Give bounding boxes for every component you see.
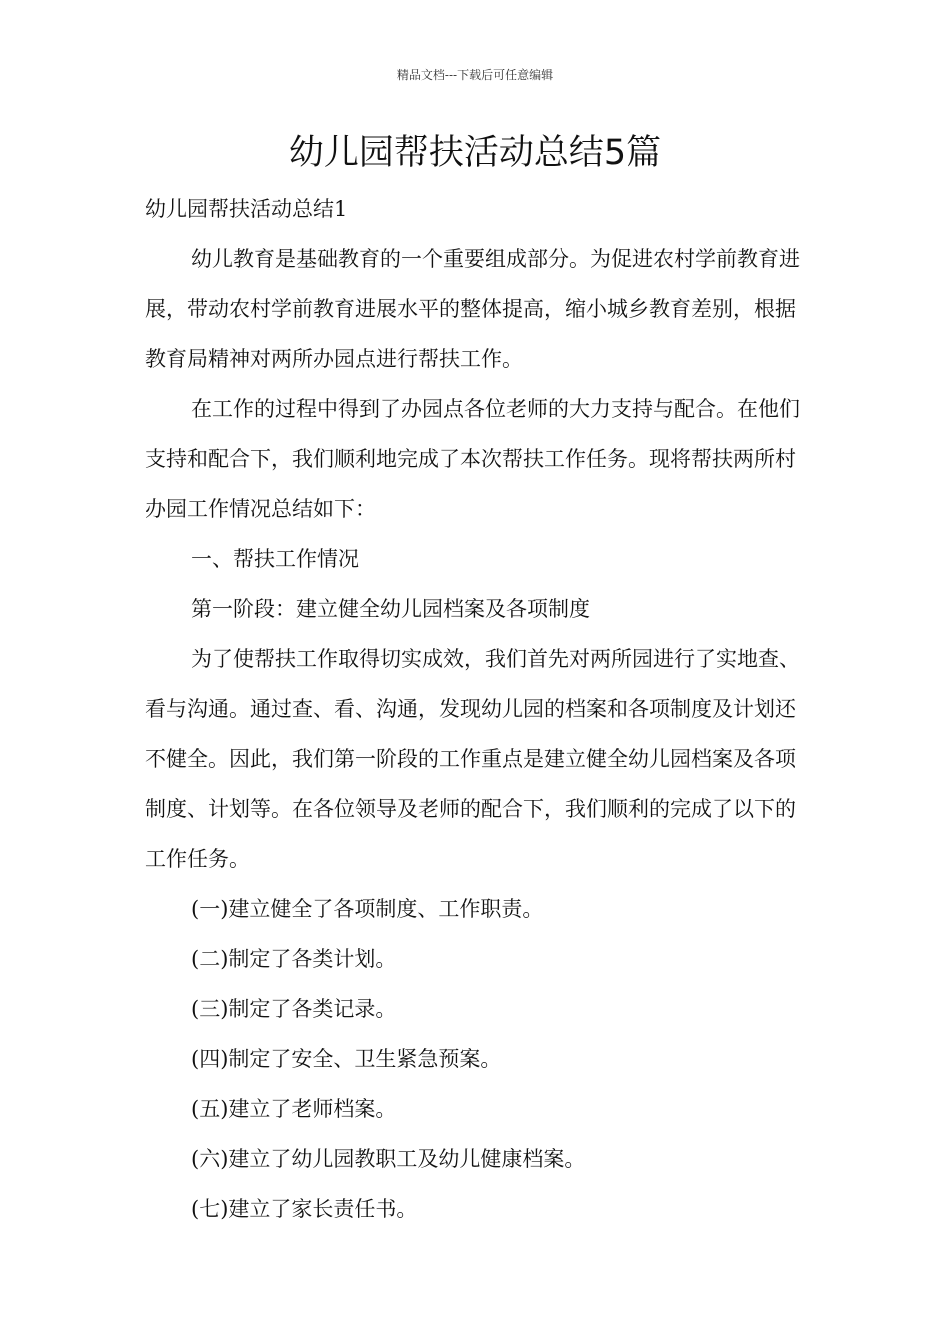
paragraph: 在工作的过程中得到了办园点各位老师的大力支持与配合。在他们支持和配合下，我们顺利地完成了本次帮扶工作任务。现将帮扶两所村办园工作情况总结如下： <box>145 397 800 521</box>
header-note: 精品文档---下载后可任意编辑 <box>396 68 554 82</box>
list-item: (五)建立了老师档案。 <box>191 1097 397 1121</box>
list-item: (二)制定了各类计划。 <box>191 947 397 971</box>
paragraph: 为了使帮扶工作取得切实成效，我们首先对两所园进行了实地查、看与沟通。通过查、看、沟通，发现幼儿园的档案和各项制度及计划还不健全。因此，我们第一阶段的工作重点是建立健全幼儿园档案及各项制度、计划等。在各位领导及老师的配合下，我们顺利的完成了以下的工作任务。 <box>145 647 800 871</box>
list-item: (三)制定了各类记录。 <box>191 997 397 1021</box>
paragraph: 幼儿教育是基础教育的一个重要组成部分。为促进农村学前教育进展，带动农村学前教育进展水平的整体提高，缩小城乡教育差别，根据教育局精神对两所办园点进行帮扶工作。 <box>145 247 800 371</box>
list-item: (一)建立健全了各项制度、工作职责。 <box>191 897 544 921</box>
list-item: (七)建立了家长责任书。 <box>191 1197 418 1221</box>
document-body <box>145 184 809 1234</box>
list-item: (四)制定了安全、卫生紧急预案。 <box>191 1047 502 1071</box>
list-item: (六)建立了幼儿园教职工及幼儿健康档案。 <box>191 1147 586 1171</box>
section-subtitle: 幼儿园帮扶活动总结1 <box>145 197 348 221</box>
stage-heading: 第一阶段：建立健全幼儿园档案及各项制度 <box>191 597 590 621</box>
document-title: 幼儿园帮扶活动总结5篇 <box>288 133 662 173</box>
section-heading: 一、帮扶工作情况 <box>191 547 359 571</box>
